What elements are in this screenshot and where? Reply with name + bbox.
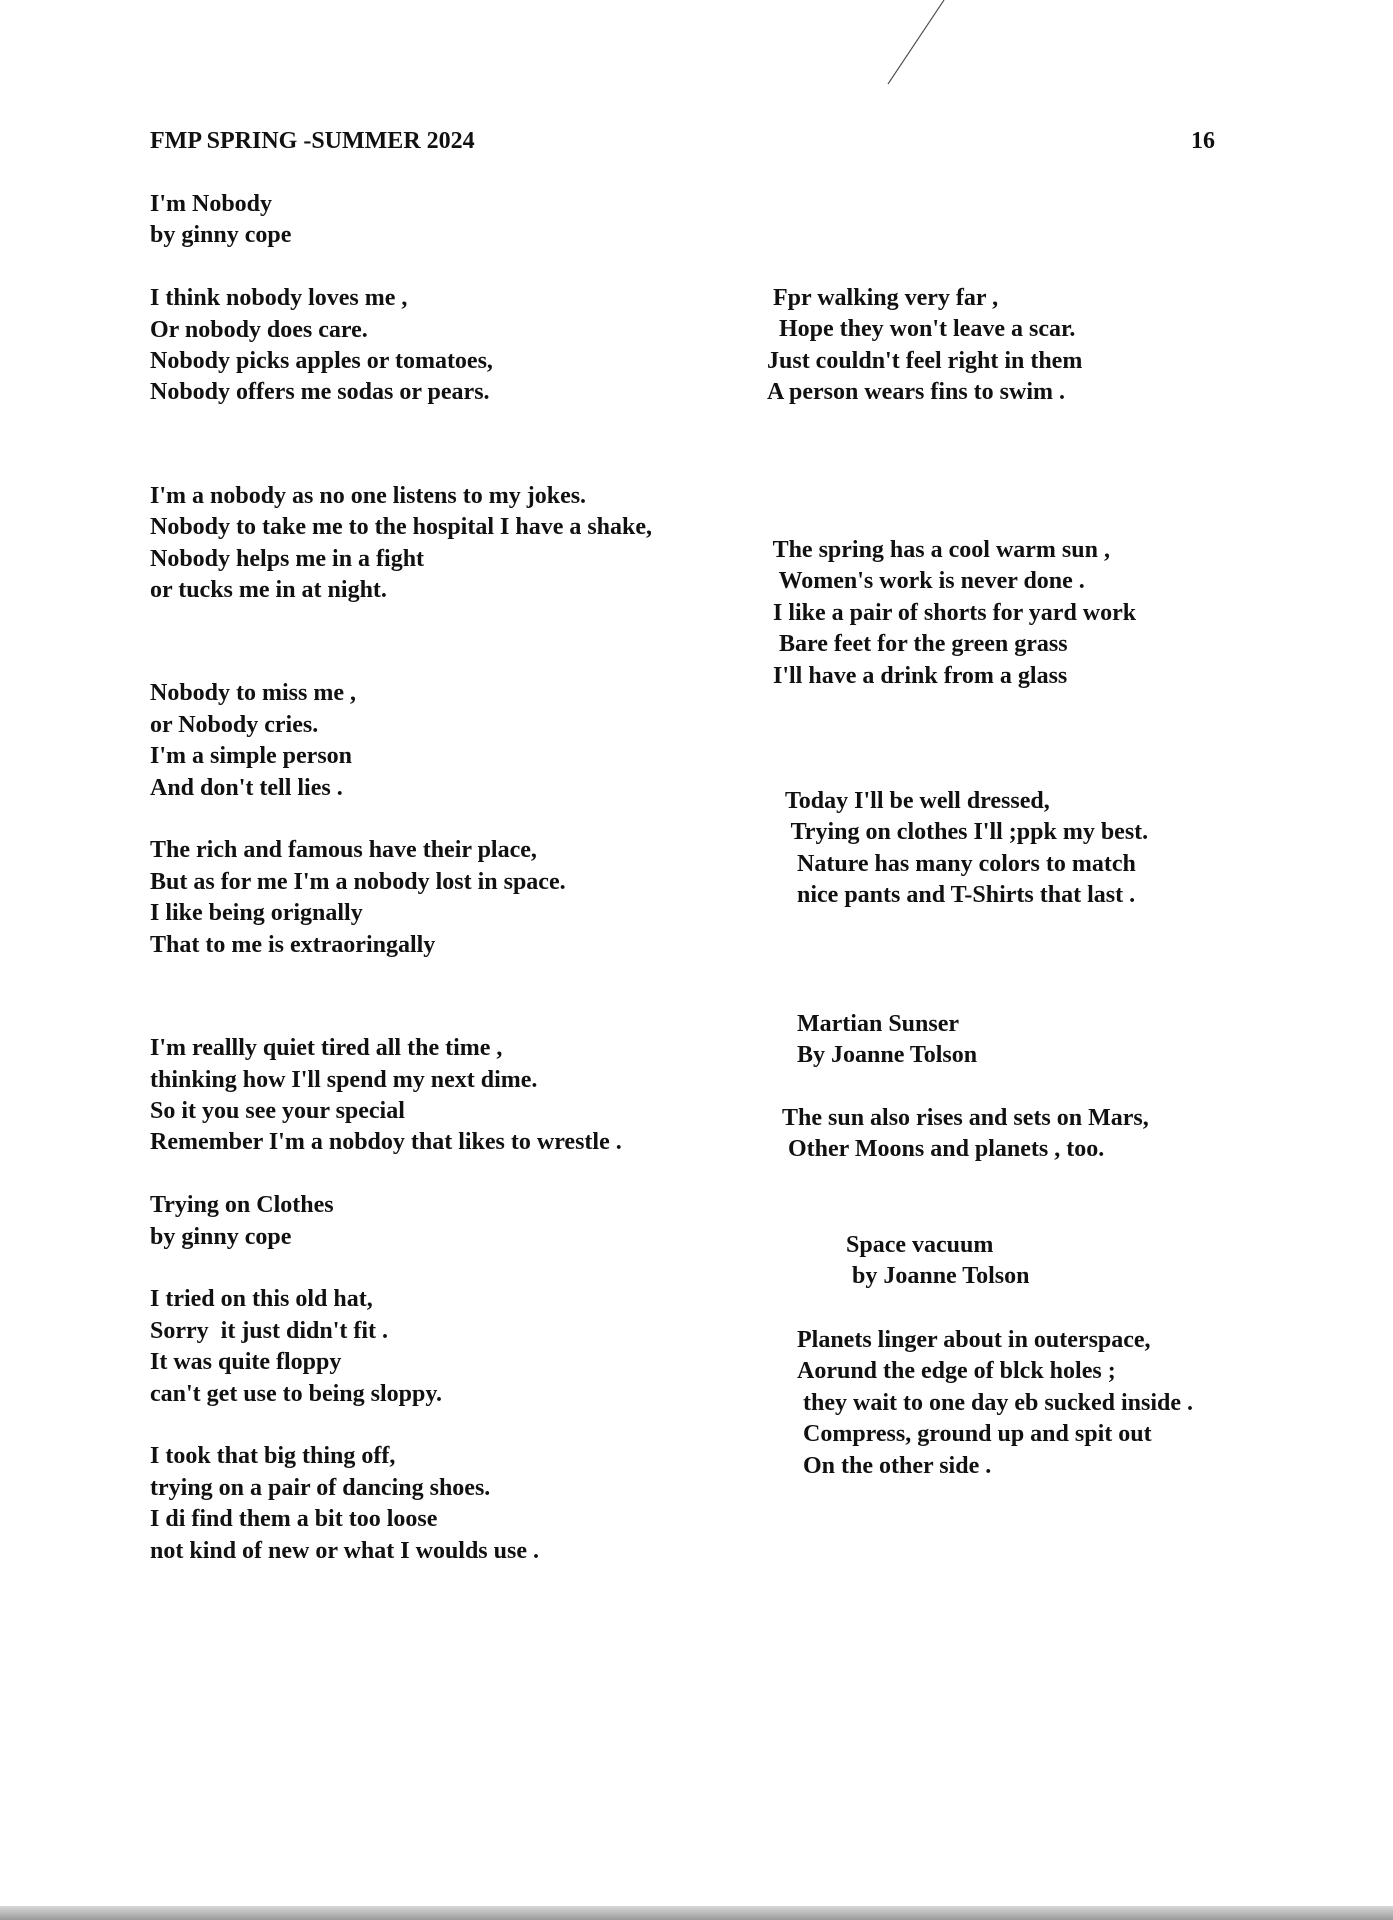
stanza <box>150 1441 652 1567</box>
stanza <box>150 678 652 804</box>
poem-author: by Joanne Tolson <box>846 1263 1030 1290</box>
poem-author: By Joanne Tolson <box>797 1042 978 1069</box>
poem-title: Martian Sunser <box>797 1011 959 1037</box>
poem-line: I'm a simple person <box>150 743 353 770</box>
poem-line: Women's work is never done . <box>767 568 1085 595</box>
poem-line: they wait to one day eb sucked inside . <box>797 1389 1194 1416</box>
poem-line: Sorry it just didn't fit . <box>150 1317 389 1344</box>
poem-line: Nobody picks apples or tomatoes, <box>150 348 493 375</box>
poem-line: Aorund the edge of blck holes ; <box>797 1358 1116 1385</box>
poem-line: The rich and famous have their place, <box>150 837 537 864</box>
poem-author: by ginny cope <box>150 222 292 249</box>
poem-line: nice pants and T-Shirts that last . <box>785 882 1136 909</box>
stanza <box>150 481 652 607</box>
page-number: 16 <box>1191 128 1215 154</box>
poem-line: thinking how I'll spend my next dime. <box>150 1066 538 1093</box>
poem-line: I tried on this old hat, <box>150 1286 373 1313</box>
poem-line: The spring has a cool warm sun , <box>767 537 1110 563</box>
poem-line: Other Moons and planets , too. <box>782 1136 1105 1163</box>
right-column-poem-space <box>846 1230 1029 1293</box>
poem-line: I'll have a drink from a glass <box>767 662 1068 689</box>
poem-line: Nobody to miss me , <box>150 680 357 707</box>
poem-line: Nobody offers me sodas or pears. <box>150 379 490 406</box>
poem-line: It was quite floppy <box>150 1349 342 1376</box>
right-column-poem-space-text <box>797 1325 1193 1482</box>
poem-line: Nobody to take me to the hospital I have a shake, <box>150 514 653 541</box>
poem-line: Or nobody does care. <box>150 316 368 343</box>
right-column-poem-martian-text <box>782 1103 1149 1166</box>
poem-author: by ginny cope <box>150 1223 292 1250</box>
left-column <box>150 189 652 1567</box>
right-column-block-1 <box>767 283 1082 409</box>
right-column-poem-martian <box>797 1009 977 1072</box>
stanza <box>150 835 652 961</box>
scan-edge <box>0 1906 1393 1920</box>
poem-line: Today I'll be well dressed, <box>785 788 1050 814</box>
poem-line: I like being orignally <box>150 900 363 927</box>
poem-line: Just couldn't feel right in them <box>767 347 1083 374</box>
poem-line: or Nobody cries. <box>150 711 319 738</box>
poem-line: I think nobody loves me , <box>150 285 408 312</box>
right-column-block-2 <box>767 535 1136 692</box>
poem-title: Space vacuum <box>846 1232 994 1258</box>
poem-line: That to me is extraoringally <box>150 931 436 958</box>
poem-line: Bare feet for the green grass <box>767 631 1068 658</box>
poem-line: or tucks me in at night. <box>150 577 387 604</box>
poem-title: I'm Nobody <box>150 191 273 217</box>
poem-line: trying on a pair of dancing shoes. <box>150 1474 491 1501</box>
poem-line: I like a pair of shorts for yard work <box>767 599 1137 626</box>
poem-line: Remember I'm a nobdoy that likes to wrestle . <box>150 1129 622 1156</box>
poem-line: Hope they won't leave a scar. <box>767 316 1076 343</box>
poem-line: Fpr walking very far , <box>767 285 999 311</box>
poem-line: Nobody helps me in a fight <box>150 545 425 572</box>
publication-title: FMP SPRING -SUMMER 2024 <box>150 128 475 154</box>
poem-line: On the other side . <box>797 1452 992 1479</box>
poem-line: A person wears fins to swim . <box>767 379 1065 406</box>
stanza <box>150 1284 652 1410</box>
right-column-block-3 <box>785 786 1148 912</box>
poem-line: can't get use to being sloppy. <box>150 1380 443 1407</box>
poem-line: Planets linger about in outerspace, <box>797 1327 1151 1353</box>
poem-title: Trying on Clothes <box>150 1192 334 1219</box>
poem-line: Trying on clothes I'll ;ppk my best. <box>785 819 1149 846</box>
poem-line: not kind of new or what I woulds use . <box>150 1537 539 1564</box>
poem-line: I took that big thing off, <box>150 1443 396 1470</box>
poem-line: I'm reallly quiet tired all the time , <box>150 1035 503 1062</box>
poem-line: And don't tell lies . <box>150 774 343 801</box>
poem-line: I di find them a bit too loose <box>150 1506 438 1533</box>
poem-line: But as for me I'm a nobody lost in space. <box>150 868 566 895</box>
poem-line: So it you see your special <box>150 1097 405 1124</box>
stanza <box>150 1033 652 1159</box>
poem-line: Nature has many colors to match <box>785 850 1136 877</box>
poem-line: The sun also rises and sets on Mars, <box>782 1105 1149 1131</box>
stanza <box>150 283 652 409</box>
scan-mark <box>885 0 945 90</box>
poem-line: Compress, ground up and spit out <box>797 1421 1152 1448</box>
poem-line: I'm a nobody as no one listens to my jokes. <box>150 482 587 509</box>
